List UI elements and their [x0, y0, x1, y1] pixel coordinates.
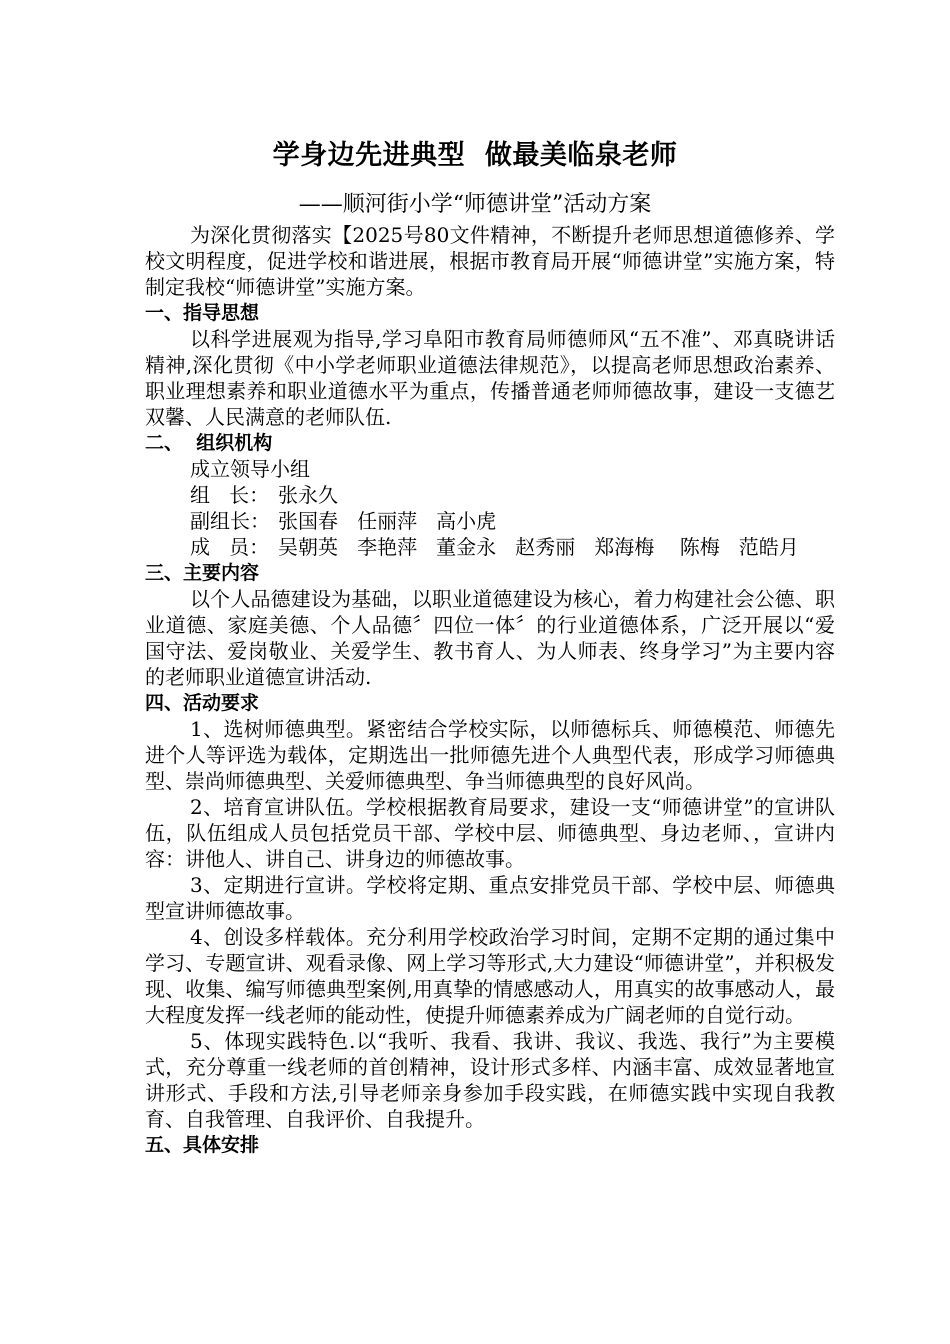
org-label: 组 长：	[190, 483, 270, 507]
org-names: 张国春 任丽萍 高小虎	[278, 509, 497, 533]
org-label: 副组长：	[190, 509, 270, 533]
document-title: 学身边先进典型 做最美临泉老师	[272, 140, 678, 171]
org-label: 成 员：	[190, 535, 270, 559]
requirement-item-5: 5、体现实践特色.以“我听、我看、我讲、我议、我选、我行”为主要模式，充分尊重一线老师的首创精神，设计形式多样、内涵丰富、成效显著地宣讲形式、手段和方法,引导老师亲身参加手段实践，在师德实践中实现自我教育、自我管理、自我评价、自我提升。	[145, 1029, 835, 1131]
organization-intro: 成立领导小组	[190, 457, 310, 481]
main-content-paragraph: 以个人品德建设为基础，以职业道德建设为核心，着力构建社会公德、职业道德、家庭美德、个人品德〞四位一体〞的行业道德体系，广泛开展以“爱国守法、爱岗敬业、关爱学生、教书育人、为人师表、终身学习”为主要内容的老师职业道德宣讲活动.	[145, 587, 835, 689]
org-row-leader	[190, 482, 835, 508]
guiding-thought-paragraph: 以科学进展观为指导,学习阜阳市教育局师德师风“五不准”、邓真晓讲话精神,深化贯彻《中小学老师职业道德法律规范》，以提高老师思想政治素养、职业理想素养和职业道德水平为重点，传播普通老师师德故事，建设一支德艺双馨、人民满意的老师队伍.	[145, 327, 835, 429]
section-heading-main-content: 三、主要内容	[145, 562, 260, 584]
requirement-item-2: 2、培育宣讲队伍。学校根据教育局要求，建设一支“师德讲堂”的宣讲队伍，队伍组成人员包括党员干部、学校中层、师德典型、身边老师、，宣讲内容：讲他人、讲自己、讲身边的师德故事。	[145, 795, 835, 871]
section-heading-guiding-thought: 一、指导思想	[145, 302, 260, 324]
document-subtitle: ——顺河街小学“师德讲堂”活动方案	[298, 192, 652, 217]
section-heading-organization: 二、 组织机构	[145, 432, 273, 454]
section-heading-specific-arrangements: 五、具体安排	[145, 1134, 260, 1156]
requirement-item-3: 3、定期进行宣讲。学校将定期、重点安排党员干部、学校中层、师德典型宣讲师德故事。	[145, 873, 835, 923]
org-names: 吴朝英 李艳萍 董金永 赵秀丽 郑海梅 陈梅 范皓月	[278, 535, 799, 559]
section-heading-activity-requirements: 四、活动要求	[145, 692, 260, 714]
requirement-item-4: 4、创设多样载体。充分利用学校政治学习时间，定期不定期的通过集中学习、专题宣讲、观看录像、网上学习等形式,大力建设“师德讲堂”，并积极发现、收集、编写师德典型案例,用真挚的情感感动人，用真实的故事感动人，最大程度发挥一线老师的能动性，使提升师德素养成为广阔老师的自觉行动。	[145, 925, 835, 1027]
intro-paragraph: 为深化贯彻落实【2025号80文件精神，不断提升老师思想道德修养、学校文明程度，促进学校和谐进展，根据市教育局开展“师德讲堂”实施方案，特制定我校“师德讲堂”实施方案。	[145, 223, 835, 299]
document-body	[145, 222, 835, 1158]
org-row-members	[190, 534, 835, 560]
organization-block	[145, 456, 835, 560]
org-row-deputy	[190, 508, 835, 534]
requirement-item-1: 1、选树师德典型。紧密结合学校实际，以师德标兵、师德模范、师德先进个人等评选为载体，定期选出一批师德先进个人典型代表，形成学习师德典型、崇尚师德典型、关爱师德典型、争当师德典型的良好风尚。	[145, 717, 835, 793]
org-names: 张永久	[278, 483, 338, 507]
